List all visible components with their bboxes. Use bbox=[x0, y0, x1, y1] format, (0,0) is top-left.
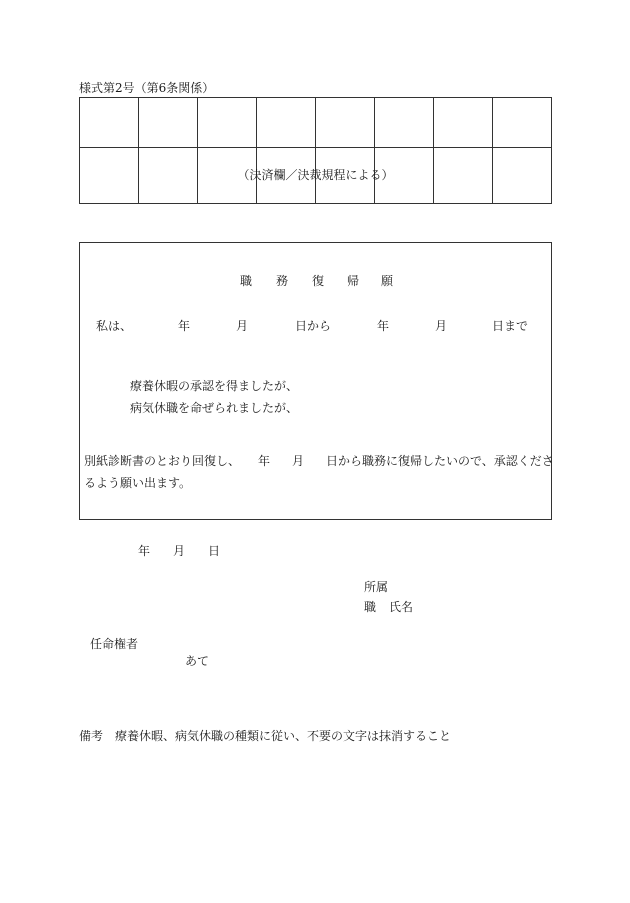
period-from-month[interactable]: 月 bbox=[236, 319, 249, 333]
recipient-suffix: あて bbox=[185, 654, 210, 668]
period-to-month[interactable]: 月 bbox=[435, 319, 448, 333]
date-month[interactable]: 月 bbox=[173, 544, 186, 558]
approval-cell[interactable] bbox=[198, 98, 257, 147]
affiliation-label: 所属 bbox=[364, 580, 389, 594]
approval-cell[interactable] bbox=[316, 98, 375, 147]
note-label: 備考 bbox=[79, 729, 104, 743]
period-intro: 私は、 bbox=[96, 319, 133, 333]
period-to-day[interactable]: 日まで bbox=[492, 319, 529, 333]
date-year[interactable]: 年 bbox=[138, 544, 151, 558]
form-number: 様式第2号（第6条関係） bbox=[79, 81, 215, 95]
body-recovery-text: 別紙診断書のとおり回復し、 bbox=[84, 454, 241, 468]
return-year[interactable]: 年 bbox=[258, 454, 271, 468]
position-label: 職 bbox=[364, 600, 377, 614]
body-closing-text: るよう願い出ます。 bbox=[84, 476, 192, 490]
recipient-title: 任命権者 bbox=[90, 637, 139, 651]
approval-cell[interactable] bbox=[375, 98, 434, 147]
title-char-1: 職 bbox=[240, 274, 253, 288]
date-day[interactable]: 日 bbox=[208, 544, 221, 558]
period-from-day[interactable]: 日から bbox=[295, 319, 332, 333]
period-from-year[interactable]: 年 bbox=[178, 319, 191, 333]
note-text: 療養休暇、病気休職の種類に従い、不要の文字は抹消すること bbox=[115, 729, 452, 743]
approval-grid-header-row bbox=[80, 98, 551, 148]
approval-cell[interactable] bbox=[434, 98, 493, 147]
approval-label: （決済欄／決裁規程による） bbox=[237, 168, 394, 182]
period-to-year[interactable]: 年 bbox=[377, 319, 390, 333]
approval-cell[interactable] bbox=[80, 98, 139, 147]
option-sick-leave[interactable]: 療養休暇の承認を得ましたが、 bbox=[130, 379, 299, 393]
return-month[interactable]: 月 bbox=[292, 454, 305, 468]
approval-cell[interactable] bbox=[139, 98, 198, 147]
approval-grid bbox=[79, 97, 552, 204]
approval-cell[interactable] bbox=[493, 98, 551, 147]
title-char-5: 願 bbox=[381, 274, 394, 288]
approval-cell[interactable] bbox=[257, 98, 316, 147]
title-char-4: 帰 bbox=[347, 274, 360, 288]
name-label: 氏名 bbox=[389, 600, 414, 614]
body-return-text: 日から職務に復帰したいので、承認くださ bbox=[326, 454, 554, 468]
title-char-2: 務 bbox=[276, 274, 289, 288]
option-sick-suspension[interactable]: 病気休職を命ぜられましたが、 bbox=[130, 401, 299, 415]
title-char-3: 復 bbox=[312, 274, 325, 288]
